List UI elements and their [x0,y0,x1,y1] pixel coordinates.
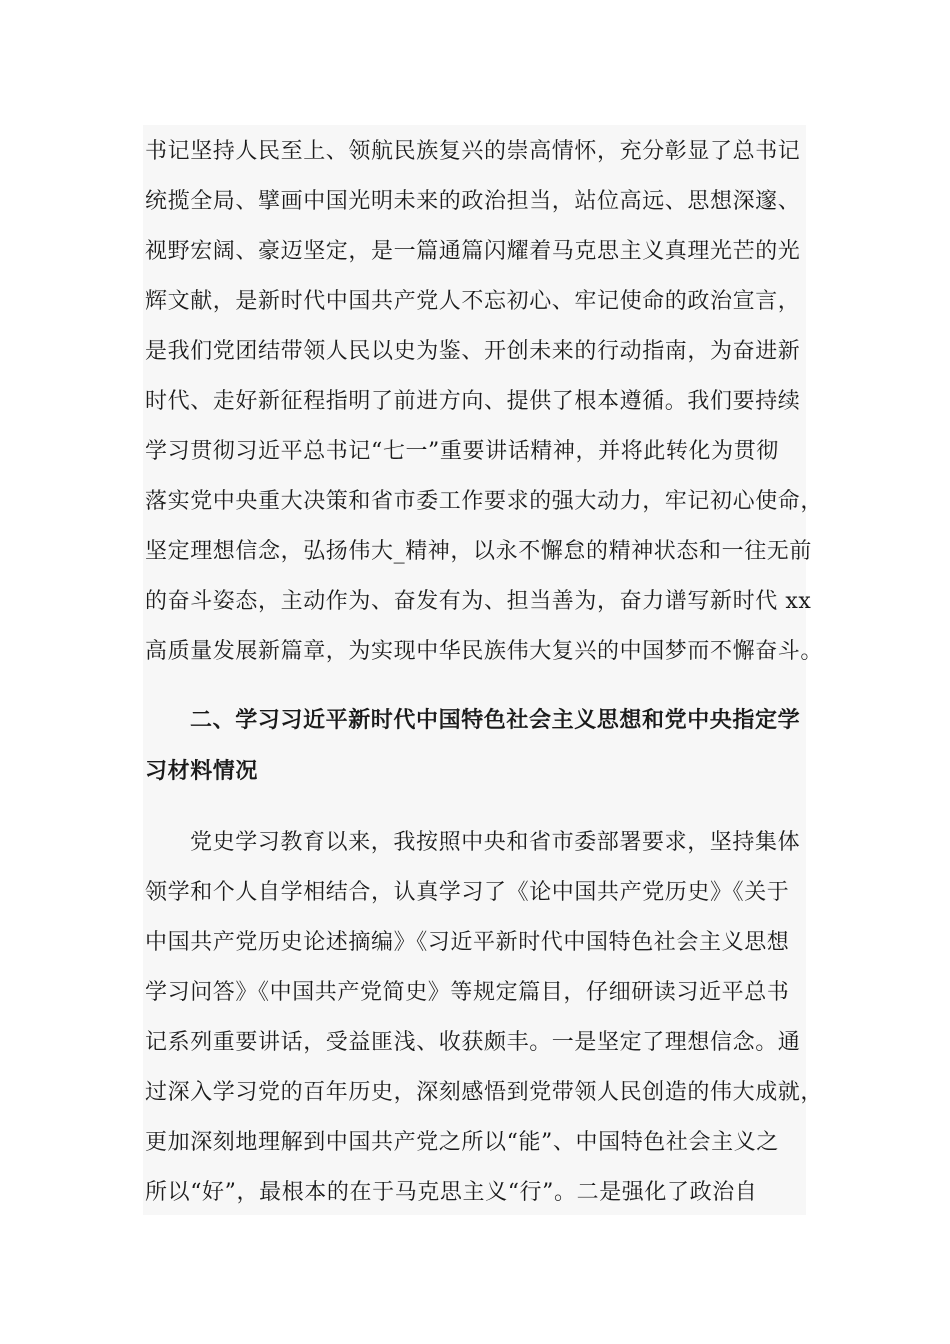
paragraph-1-line: 的奋斗姿态，主动作为、奋发有为、担当善为，奋力谱写新时代 xx [145,589,812,614]
paragraph-2-line: 记系列重要讲话，受益匪浅、收获颇丰。一是坚定了理想信念。通 [145,1030,801,1055]
paragraph-2-line: 中国共产党历史论述摘编》《习近平新时代中国特色社会主义思想 [145,930,790,955]
paragraph-2-line: 过深入学习党的百年历史，深刻感悟到党带领人民创造的伟大成就， [145,1080,824,1105]
paragraph-2-line: 所以“好”，最根本的在于马克思主义“行”。二是强化了政治自 [145,1180,758,1205]
paragraph-1-line: 高质量发展新篇章，为实现中华民族伟大复兴的中国梦而不懈奋斗。 [145,639,824,664]
paragraph-2-line: 领学和个人自学相结合，认真学习了《论中国共产党历史》《关于 [145,880,790,905]
paragraph-1-line: 落实党中央重大决策和省市委工作要求的强大动力，牢记初心使命， [145,489,824,514]
paragraph-2-line: 学习问答》《中国共产党简史》等规定篇目，仔细研读习近平总书 [145,980,790,1005]
section-heading-line: 习材料情况 [145,759,259,784]
section-heading-line: 二、学习习近平新时代中国特色社会主义思想和党中央指定学 [190,708,801,733]
paragraph-1-line: 坚定理想信念，弘扬伟大_精神，以永不懈怠的精神状态和一往无前 [145,539,813,564]
paragraph-1-line: 时代、走好新征程指明了前进方向、提供了根本遵循。我们要持续 [145,389,801,414]
paragraph-1-line: 是我们党团结带领人民以史为鉴、开创未来的行动指南，为奋进新 [145,339,801,364]
paragraph-1-line: 统揽全局、擘画中国光明未来的政治担当，站位高远、思想深邃、 [145,189,801,214]
paragraph-1-line: 学习贯彻习近平总书记“七一”重要讲话精神，并将此转化为贯彻 [145,439,779,464]
paragraph-1-line: 书记坚持人民至上、领航民族复兴的崇高情怀，充分彰显了总书记 [145,139,801,164]
paragraph-2-line: 党史学习教育以来，我按照中央和省市委部署要求，坚持集体 [190,830,801,855]
paragraph-2-line: 更加深刻地理解到中国共产党之所以“能”、中国特色社会主义之 [145,1130,779,1155]
paragraph-1-line: 视野宏阔、豪迈坚定，是一篇通篇闪耀着马克思主义真理光芒的光 [145,239,801,264]
paragraph-1-line: 辉文献，是新时代中国共产党人不忘初心、牢记使命的政治宣言， [145,289,801,314]
